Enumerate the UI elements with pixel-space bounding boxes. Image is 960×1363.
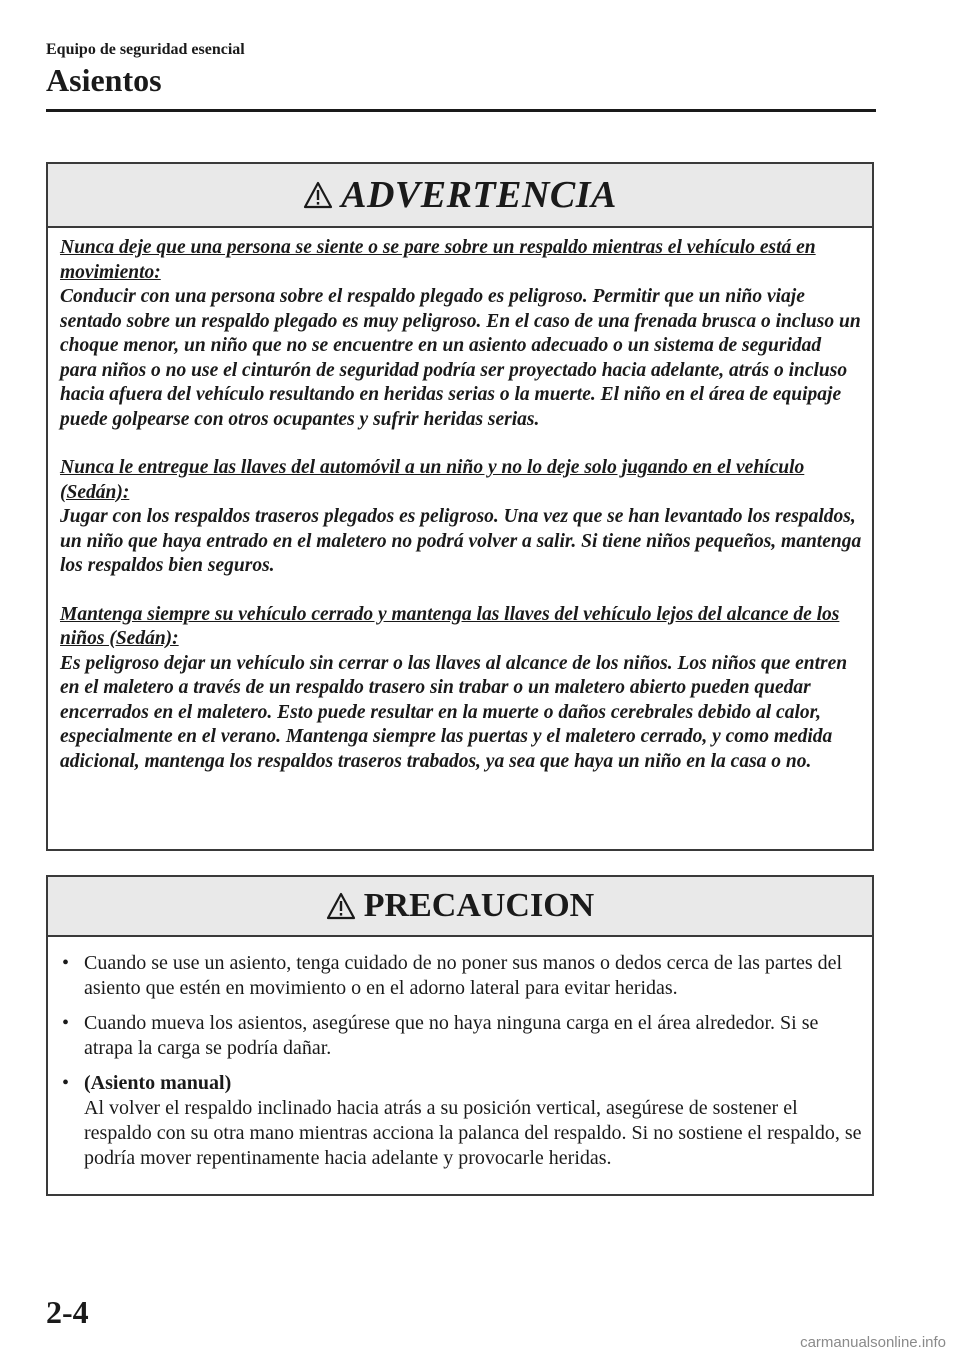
warning-triangle-icon	[303, 181, 333, 209]
section-title: Equipo de seguridad esencial	[46, 41, 245, 58]
page-number: 2-4	[46, 1294, 89, 1330]
warning-paragraph	[60, 456, 862, 579]
list-item	[58, 1011, 862, 1061]
warning-paragraph	[60, 236, 862, 432]
caution-item-text: Cuando mueva los asientos, asegúrese que no haya ninguna carga en el área alrededor. Si se atrapa la carga se podría dañar.	[84, 1012, 819, 1059]
warning-lead: Nunca le entregue las llaves del automóvil a un niño y no lo deje solo jugando en el vehículo (Sedán):	[60, 457, 805, 503]
chapter-title: Asientos	[46, 62, 162, 98]
watermark: carmanualsonline.info	[800, 1334, 946, 1351]
caution-item-text: Al volver el respaldo inclinado hacia atrás a su posición vertical, asegúrese de sostener el respaldo con su otra mano mientras acciona la palanca del respaldo. Si no sostiene el respaldo, se podría mover repentinamente hacia adelante y provocarle heridas.	[84, 1097, 862, 1169]
caution-box-body	[48, 937, 872, 1171]
warning-box-body	[48, 228, 872, 774]
bullet-icon: •	[62, 1072, 70, 1094]
caution-list	[58, 951, 862, 1171]
warning-triangle-icon	[326, 892, 356, 920]
warning-box-header	[48, 164, 872, 228]
warning-text: Es peligroso dejar un vehículo sin cerrar o las llaves al alcance de los niños. Los niños que entren en el maletero a través de un respaldo trasero sin trabar o un maletero abierto pueden quedar encerrados en el maletero. Esto puede resultar en la muerte o daños cerebrales debido al calor, especialmente en el verano. Mantenga siempre las puertas y el maletero cerrado, y como medida adicional, mantenga los respaldos traseros trabados, ya sea que haya un niño en la casa o no.	[60, 652, 848, 772]
warning-lead: Mantenga siempre su vehículo cerrado y mantenga las llaves del vehículo lejos del alcance de los niños (Sedán):	[60, 603, 840, 649]
bullet-icon: •	[62, 1012, 70, 1034]
caution-box-header	[48, 877, 872, 937]
warning-paragraph	[60, 603, 862, 775]
caution-box	[46, 875, 874, 1196]
warning-box	[46, 162, 874, 851]
bullet-icon: •	[62, 952, 70, 974]
header-rule	[46, 109, 876, 112]
caution-item-subtitle: (Asiento manual)	[84, 1072, 232, 1094]
warning-text: Conducir con una persona sobre el respaldo plegado es peligroso. Permitir que un niño viaje sentado sobre un respaldo plegado es muy peligroso. En el caso de una frenada brusca o incluso un choque menor, un niño que no se encuentre en un asiento adecuado o un sistema de seguridad para niños o no use el cinturón de seguridad podría ser proyectado hacia adelante, atrás o incluso hacia afuera del vehículo resultando en heridas serias o la muerte. El niño en el área de equipaje puede golpearse con otros ocupantes y sufrir heridas serias.	[60, 286, 861, 430]
list-item	[58, 951, 862, 1001]
warning-text: Jugar con los respaldos traseros plegados es peligroso. Una vez que se han levantado los respaldos, un niño que haya entrado en el maletero no podrá volver a salir. Si tiene niños pequeños, mantenga los respaldos bien seguros.	[60, 506, 862, 576]
caution-box-title: PRECAUCION	[363, 887, 595, 924]
warning-box-title: ADVERTENCIA	[341, 174, 617, 216]
page-header	[46, 40, 876, 98]
list-item	[58, 1071, 862, 1171]
warning-lead: Nunca deje que una persona se siente o se pare sobre un respaldo mientras el vehículo está en movimiento:	[60, 237, 816, 283]
caution-item-text: Cuando se use un asiento, tenga cuidado de no poner sus manos o dedos cerca de las partes del asiento que estén en movimiento o en el adorno lateral para evitar heridas.	[84, 952, 843, 999]
